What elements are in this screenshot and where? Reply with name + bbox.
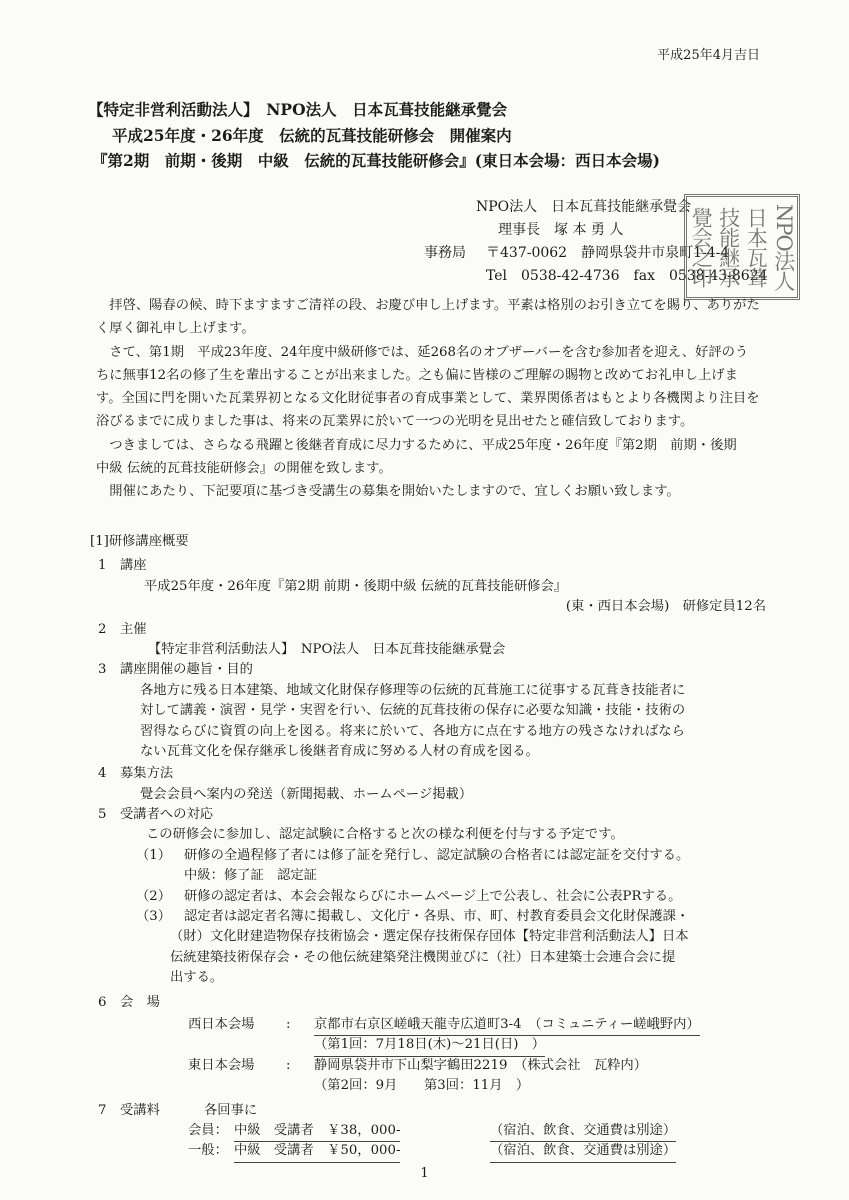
item-text: 覺会会員へ案内の発送（新聞掲載、ホームページ掲載） [140,786,473,802]
intro-paragraph: さて、第1期 平成23年度、24年度中級研修では、延268名のオブザーバーを含む参加者を迎え、好評のうちに無事12名の修了生を輩出することが出来ました。之も偏に皆様のご理解の賜物と改めてお礼申し上げます。全国に門を開いた瓦業界初となる文化財従事者の育成事業として、業界関係者はもとより各機関より注目を浴びるまでに成りました事は、将来の瓦業界に於いて一つの光明を見出せたと確信致しております。 [96,344,760,430]
intro-paragraph: つきましては、さらなる飛躍と後継者育成に尽力するために、平成25年度・26年度『第2期 前期・後期 中級 伝統的瓦葺技能研修会』の開催を致します。 [96,437,750,477]
venue-colon: : [286,1016,291,1032]
intro-paragraph: 開催にあたり、下記要項に基づき受講生の募集を開始いたしますので、宜しくお願い致します。 [109,484,680,500]
seal-col: 技能継承 [716,207,741,287]
item-number: 7 [98,1102,107,1118]
sub-text: 中級：修了証 認定証 [184,868,317,884]
office-address: 〒437-0062 静岡県袋井市泉町1-4-4 [486,245,730,261]
item-number: 6 [98,994,107,1010]
intro-paragraph: 拝啓、陽春の候、時下ますますご清祥の段、お慶び申し上げます。平素は格別のお引き立てを賜り、ありがたく厚く御礼申し上げます。 [96,298,760,337]
sub-number: （2） [136,888,172,904]
office-label: 事務局 [424,245,466,261]
heading-line-2: 平成25年度・26年度 伝統的瓦葺技能研修会 開催案内 [112,126,512,145]
fee-amount: 中級 受講者 ￥50，000- [234,1141,400,1162]
course-overview [90,532,766,1162]
sub-text: 認定者は認定者名簿に掲載し、文化庁・各県、市、町、村教育委員会文化財保護課・ [184,909,690,925]
sub-text: 研修の全過程修了者には修了証を発行し、認定試験の合格者には認定証を交付する。 [184,847,690,863]
seal-col: 覺会之印 [689,207,714,287]
venue-date: （第2回：9月 第3回：11月 ） [314,1078,530,1094]
item-label: 募集方法 [120,766,174,782]
org-name: NPO法人 日本瓦葺技能継承覺会 [476,199,692,215]
sub-number: （1） [136,847,172,863]
item-number: 3 [98,662,107,678]
item-text: 【特定非営利活動法人】 NPO法人 日本瓦葺技能継承覺会 [148,641,506,657]
venue-label: 東日本会場 [188,1057,255,1073]
fee-each: 各回事に [204,1102,258,1118]
item-number: 4 [98,766,107,782]
seal-col: NPO法人 [771,203,796,291]
item-text: 対して講義・演習・見学・実習を行い、伝統的瓦葺技術の保存に必要な知識・技能・技術の [140,703,686,719]
sub-text: 出する。 [170,970,224,986]
item-text: 平成25年度・26年度『第2期 前期・後期中級 伝統的瓦葺技能研修会』 [144,578,568,594]
item-number: 2 [98,621,107,637]
page-number: 1 [420,1166,429,1181]
venue-date: （第1回：7月18日(木)〜21日(日) ） [314,1035,545,1056]
item-text: ない瓦葺文化を保存継承し後継者育成に努める人材の育成を図る。 [140,743,539,759]
item-text: この研修会に参加し、認定試験に合格すると次の様な利便を付与する予定です。 [146,827,624,843]
item-text: 習得ならびに資質の向上を図る。将来に於いて、各地方に点在する地方の残さなければなら [140,723,685,739]
heading-line-1: 【特定非営利活動法人】 NPO法人 日本瓦葺技能継承覺会 [88,100,508,119]
item-label: 主催 [120,621,147,637]
venue-colon: : [286,1057,291,1073]
sub-number: （3） [136,909,172,925]
item-text: (東・西日本会場) 研修定員12名 [565,599,766,615]
venue-address: 京都市右京区嵯峨天龍寺広道町3-4 （コミュニティー嵯峨野内） [314,1015,700,1036]
venue-address: 静岡県袋井市下山梨字鶴田2219 （株式会社 瓦粋内） [314,1057,648,1073]
item-number: 1 [98,558,107,574]
item-label: 講座 [120,558,147,574]
item-label: 会 場 [120,994,160,1010]
fee-amount: 中級 受講者 ￥38，000- [234,1121,400,1142]
fee-note: （宿泊、飲食、交通費は別途） [490,1141,676,1162]
seal-stamp [684,194,800,300]
issue-date: 平成25年4月吉日 [657,48,760,63]
fee-label: 会員： [188,1122,228,1138]
heading-line-3: 『第2期 前期・後期 中級 伝統的瓦葺技能研修会』(東日本会場：西日本会場) [92,151,660,170]
office-contact: Tel 0538-42-4736 fax 0538-43-8624 [486,268,768,284]
venue-label: 西日本会場 [188,1016,255,1032]
fee-label: 一般： [188,1143,228,1159]
item-label: 受講料 [120,1102,160,1118]
item-label: 講座開催の趣旨・目的 [120,662,253,678]
item-number: 5 [98,807,107,823]
sub-text: （財）文化財建造物保存技術協会・選定保存技術保存団体【特定非営利活動法人】日本 [170,929,689,945]
seal-col: 日本瓦葺 [744,207,769,287]
fee-note: （宿泊、飲食、交通費は別途） [490,1121,676,1142]
item-text: 各地方に残る日本建築、地域文化財保存修理等の伝統的瓦葺施工に従事する瓦葺き技能者に [140,682,686,698]
intro-text [96,294,760,504]
sub-text: 伝統建築技術保存会・その他伝統建築発注機関並びに（社）日本建築士会連合会に提 [170,949,676,965]
sub-text: 研修の認定者は、本会会報ならびにホームページ上で公表し、社会に公表PRする。 [184,888,682,904]
section-title: [1]研修講座概要 [90,534,189,549]
item-label: 受講者への対応 [120,807,214,823]
org-chair: 理事長 塚 本 勇 人 [498,222,624,238]
